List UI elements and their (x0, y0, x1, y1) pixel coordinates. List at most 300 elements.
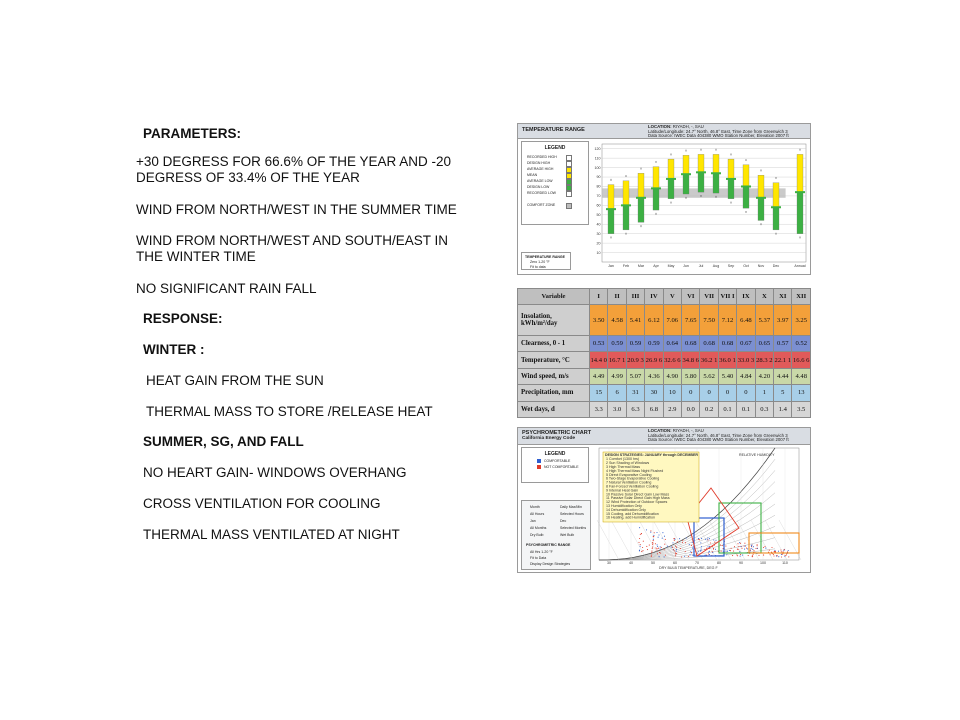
bar-low (668, 179, 674, 199)
x-tick-label: Jan (608, 264, 614, 268)
hour-point (675, 546, 676, 547)
hour-point (681, 556, 682, 557)
table-cell: 0.52 (792, 336, 811, 352)
bar-low (683, 174, 689, 194)
column-header-month: I (590, 289, 608, 305)
hour-point (722, 545, 723, 546)
hour-point (727, 551, 728, 552)
table-cell: 7.06 (663, 305, 681, 336)
table-cell: 5.40 (718, 368, 736, 384)
table-cell: 0.3 (755, 401, 773, 417)
hour-point (673, 549, 674, 550)
hour-point (752, 555, 753, 556)
table-cell: 1.4 (774, 401, 792, 417)
x-tick-label: Aug (712, 264, 720, 268)
hour-point (764, 546, 765, 547)
hour-point (697, 553, 698, 554)
table-cell: 3.5 (792, 401, 811, 417)
strategy-item: 16 Heating, add Humidification (606, 515, 655, 520)
hour-point (740, 556, 741, 557)
table-cell: 0.59 (645, 336, 663, 352)
text-line: RESPONSE: (143, 311, 223, 326)
figure-header (518, 124, 810, 139)
temperature-range-figure (517, 123, 811, 275)
hour-point (657, 553, 658, 554)
bar-high (713, 154, 719, 173)
row-label: Temperature, °C (518, 352, 590, 368)
table-cell: 34.8 6 (682, 352, 700, 368)
table-cell: 6 (608, 385, 626, 401)
hour-point (757, 548, 758, 549)
hour-point (653, 535, 654, 536)
text-line: WIND FROM NORTH/WEST IN THE SUMMER TIME (136, 202, 457, 217)
rh-label: RELATIVE HUMIDITY (739, 453, 775, 457)
table-cell: 33.0 3 (737, 352, 755, 368)
bar-low (797, 192, 803, 234)
column-header-month: V (663, 289, 681, 305)
hour-point (685, 542, 686, 543)
hour-point (658, 534, 659, 535)
legend-item: DESIGN HIGH (527, 161, 551, 165)
table-cell: 0.0 (682, 401, 700, 417)
hour-point (783, 551, 784, 552)
table-cell: 4.20 (755, 368, 773, 384)
hour-point (692, 542, 693, 543)
psychro-option[interactable]: All Months (530, 526, 547, 530)
psychro-legend-panel (521, 447, 589, 483)
hour-point (665, 555, 666, 556)
hour-point (643, 541, 644, 542)
psychro-option[interactable]: All Hours (530, 512, 545, 516)
hour-point (682, 542, 683, 543)
table-cell: 5.07 (626, 368, 644, 384)
hour-point (698, 538, 699, 539)
strategy-item: 5 Direct Evaporative Cooling (606, 472, 652, 477)
hour-point (714, 542, 715, 543)
bar-low (758, 198, 764, 221)
table-cell: 4.48 (792, 368, 811, 384)
hour-point (734, 546, 735, 547)
hour-point (641, 533, 642, 534)
hour-point (673, 538, 674, 539)
table-cell: 0.1 (718, 401, 736, 417)
table-row (518, 385, 811, 401)
table-row (518, 305, 811, 336)
y-tick-label: 70 (596, 194, 601, 199)
hour-point (739, 542, 740, 543)
hour-point (653, 540, 654, 541)
strategy-item: 4 High Thermal Mass Night Flushed (606, 468, 664, 473)
psychro-x-tick: 50 (651, 561, 655, 565)
x-tick-label: Sep (727, 264, 735, 268)
table-row (518, 336, 811, 352)
hour-point (763, 547, 764, 548)
strategy-item: 15 Cooling, add Dehumidification (606, 511, 659, 516)
options-panel (521, 252, 571, 270)
table-cell: 4.49 (590, 368, 608, 384)
legend-swatch (566, 191, 572, 197)
hour-point (771, 547, 772, 548)
hour-point (660, 546, 661, 547)
hour-point (708, 539, 709, 540)
table-cell: 0.68 (700, 336, 718, 352)
hour-point (646, 529, 647, 530)
psychro-option[interactable]: Selected Hours (560, 512, 584, 516)
hour-point (658, 548, 659, 549)
table-cell: 0 (718, 385, 736, 401)
psychro-x-tick: 110 (782, 561, 788, 565)
hour-point (773, 554, 774, 555)
bar-high (773, 183, 779, 208)
hour-point (686, 537, 687, 538)
mean-mark (741, 185, 751, 187)
hour-point (684, 556, 685, 557)
strategy-item: 3 High Thermal Mass (606, 465, 641, 469)
hour-point (713, 548, 714, 549)
mean-mark (795, 191, 805, 193)
hour-point (725, 551, 726, 552)
legend-panel (521, 141, 589, 225)
hour-point (698, 551, 699, 552)
text-line: DEGRESS OF 33.4% OF THE YEAR (136, 170, 360, 185)
hour-point (676, 553, 677, 554)
y-tick-label: 60 (596, 203, 601, 208)
y-tick-label: 20 (596, 241, 601, 246)
hour-point (737, 549, 738, 550)
hour-point (781, 554, 782, 555)
table-cell: 22.1 1 (774, 352, 792, 368)
hour-point (763, 554, 764, 555)
climate-table (517, 288, 811, 418)
psychro-display-option[interactable]: Display Design Strategies (530, 562, 571, 566)
hour-point (672, 547, 673, 548)
column-header-month: X (755, 289, 773, 305)
column-header-month: VI (682, 289, 700, 305)
option-fit[interactable]: Fit to data (530, 265, 546, 269)
hour-point (655, 543, 656, 544)
hour-point (664, 556, 665, 557)
table-cell: 14.4 0 (590, 352, 608, 368)
hour-point (753, 546, 754, 547)
mean-mark (771, 206, 781, 208)
hour-point (757, 545, 758, 546)
hour-point (744, 546, 745, 547)
text-line: THERMAL MASS TO STORE /RELEASE HEAT (146, 404, 433, 419)
bar-high (683, 155, 689, 174)
hour-point (715, 540, 716, 541)
bar-low (728, 179, 734, 199)
psychro-option[interactable]: Daily Max/Min (560, 505, 582, 509)
hour-point (765, 548, 766, 549)
hour-point (780, 549, 781, 550)
hour-point (659, 548, 660, 549)
hour-point (658, 537, 659, 538)
hour-point (650, 530, 651, 531)
hour-point (657, 544, 658, 545)
hour-point (653, 536, 654, 537)
psychro-option[interactable]: Dec (560, 519, 567, 523)
hour-point (753, 550, 754, 551)
hour-point (656, 532, 657, 533)
hour-point (787, 551, 788, 552)
hour-point (664, 536, 665, 537)
hour-point (778, 551, 779, 552)
bar-high (638, 173, 644, 198)
hour-point (720, 544, 721, 545)
table-cell: 6.12 (645, 305, 663, 336)
hour-point (737, 555, 738, 556)
psychro-option[interactable]: Selected Months (560, 526, 587, 530)
table-cell: 16.7 1 (608, 352, 626, 368)
bar-high (797, 154, 803, 192)
hour-point (661, 547, 662, 548)
psychro-location: RIYADH, -, SAU (672, 428, 704, 433)
strategy-item: 14 Dehumidification Only (606, 507, 646, 512)
figure-title: TEMPERATURE RANGE (522, 127, 585, 133)
legend-item: AVERAGE LOW (527, 179, 553, 183)
hour-point (737, 543, 738, 544)
hour-point (710, 542, 711, 543)
hour-point (725, 546, 726, 547)
hour-point (769, 550, 770, 551)
x-tick-label: Mar (637, 264, 645, 268)
table-cell: 15 (590, 385, 608, 401)
hour-point (638, 542, 639, 543)
hour-point (709, 538, 710, 539)
hour-point (778, 556, 779, 557)
hour-point (740, 543, 741, 544)
hour-point (707, 546, 708, 547)
hour-point (671, 547, 672, 548)
strategy-item: 8 Fan-Forced Ventilation Cooling (606, 484, 659, 489)
hour-point (640, 534, 641, 535)
table-row (518, 352, 811, 368)
hour-point (700, 550, 701, 551)
bar-low (638, 198, 644, 223)
psychro-legend-title: LEGEND (544, 451, 566, 457)
hour-point (680, 548, 681, 549)
hour-point (692, 555, 693, 556)
hour-point (662, 532, 663, 533)
x-tick-label: Jul (698, 264, 704, 268)
hour-point (731, 548, 732, 549)
psychro-display-option[interactable]: All Hrs 1-20 °F (530, 550, 553, 554)
hour-point (753, 554, 754, 555)
hour-point (699, 539, 700, 540)
table-cell: 3.3 (590, 401, 608, 417)
psychro-x-label: DRY BULB TEMPERATURE, DEG F (659, 566, 718, 570)
psychro-legend-item: NOT COMFORTABLE (544, 465, 579, 469)
table-cell: 31 (626, 385, 644, 401)
hour-point (708, 552, 709, 553)
hour-point (675, 555, 676, 556)
hour-point (747, 548, 748, 549)
table-cell: 0 (737, 385, 755, 401)
hour-point (688, 556, 689, 557)
psychro-x-tick: 80 (717, 561, 721, 565)
text-line: WIND FROM NORTH/WEST AND SOUTH/EAST IN (136, 233, 449, 248)
hour-point (651, 556, 652, 557)
psychro-title: PSYCHROMETRIC CHART (522, 430, 592, 436)
text-line: +30 DEGRESS FOR 66.6% OF THE YEAR AND -20 (136, 154, 451, 169)
table-cell: 0.67 (737, 336, 755, 352)
table-cell: 5.41 (626, 305, 644, 336)
legend-item: RECORDED HIGH (527, 155, 557, 159)
hour-point (639, 550, 640, 551)
table-cell: 5 (774, 385, 792, 401)
hour-point (733, 551, 734, 552)
data-source: Data Source: IWEC Data 404380 WMO Station Number, Elevation 2007 ft (648, 133, 789, 139)
hour-point (656, 550, 657, 551)
psychrometric-figure (517, 427, 811, 573)
mean-mark (711, 172, 721, 174)
psychro-legend-swatch (537, 465, 541, 469)
strategy-item: 6 Two-Stage Evaporative Cooling (606, 476, 660, 481)
legend-item: MEAN (527, 173, 538, 177)
strategy-item: 9 Internal Heat Gain (606, 488, 639, 493)
psychro-option[interactable]: Jan (530, 519, 536, 523)
hour-point (649, 545, 650, 546)
hour-point (755, 548, 756, 549)
hour-point (706, 548, 707, 549)
mean-mark (621, 204, 631, 206)
text-line: NO SIGNIFICANT RAIN FALL (136, 281, 317, 296)
hour-point (659, 556, 660, 557)
legend-title: LEGEND (544, 145, 566, 151)
hour-point (655, 547, 656, 548)
column-header-month: III (626, 289, 644, 305)
hour-point (757, 544, 758, 545)
table-header-row (518, 289, 811, 305)
table-cell: 5.37 (755, 305, 773, 336)
bar-high (653, 167, 659, 189)
table-cell: 4.36 (645, 368, 663, 384)
hour-point (736, 554, 737, 555)
hour-point (647, 549, 648, 550)
strategy-title: DESIGN STRATEGIES: JANUARY through DECEMBER (605, 453, 698, 457)
hour-point (660, 553, 661, 554)
legend-item: COMFORT ZONE (527, 203, 556, 207)
psychro-display-option[interactable]: Fit to Data (530, 556, 547, 560)
psychro-x-tick: 100 (760, 561, 766, 565)
bar-low (773, 207, 779, 230)
mean-mark (681, 173, 691, 175)
hour-point (675, 552, 676, 553)
hour-point (715, 549, 716, 550)
table-cell: 0.68 (682, 336, 700, 352)
hour-point (641, 551, 642, 552)
hour-point (744, 549, 745, 550)
strategy-item: 7 Natural Ventilation Cooling (606, 480, 652, 485)
table-cell: 3.25 (792, 305, 811, 336)
psychro-location-label: LOCATION: (648, 428, 672, 433)
row-label: Clearness, 0 - 1 (518, 336, 590, 352)
hour-point (732, 555, 733, 556)
hour-point (674, 539, 675, 540)
hour-point (713, 539, 714, 540)
strategy-item: 1 Comfort (1300 hrs) (606, 457, 640, 462)
table-cell: 0.59 (626, 336, 644, 352)
y-tick-label: 40 (596, 222, 601, 227)
hour-point (650, 532, 651, 533)
bar-low (653, 188, 659, 210)
psychro-option[interactable]: Month (530, 505, 540, 509)
hour-point (751, 545, 752, 546)
table-cell: 20.9 3 (626, 352, 644, 368)
hour-point (652, 547, 653, 548)
psychrometric-chart (595, 446, 810, 572)
psychro-option[interactable]: Dry Bulb (530, 533, 544, 537)
hour-point (701, 546, 702, 547)
hour-point (657, 546, 658, 547)
hour-point (654, 532, 655, 533)
hour-point (721, 551, 722, 552)
hour-point (642, 547, 643, 548)
legend-item: DESIGN LOW (527, 185, 550, 189)
hour-point (739, 551, 740, 552)
column-header-month: VII I (718, 289, 736, 305)
hour-point (665, 539, 666, 540)
table-cell: 36.0 1 (718, 352, 736, 368)
text-line: WINTER : (143, 342, 205, 357)
hour-point (708, 553, 709, 554)
bar-high (728, 159, 734, 179)
bar-low (713, 173, 719, 193)
table-row (518, 368, 811, 384)
table-cell: 0.65 (755, 336, 773, 352)
bar-high (668, 159, 674, 179)
psychro-option[interactable]: Wet Bulb (560, 533, 575, 537)
text-line: CROSS VENTILATION FOR COOLING (143, 496, 381, 511)
x-tick-label: Annual (794, 264, 806, 268)
hour-point (642, 550, 643, 551)
hour-point (740, 554, 741, 555)
hour-point (773, 555, 774, 556)
text-line: PARAMETERS: (143, 126, 242, 141)
mean-mark (636, 197, 646, 199)
hour-point (788, 556, 789, 557)
table-cell: 7.50 (700, 305, 718, 336)
hour-point (750, 549, 751, 550)
hour-point (751, 548, 752, 549)
table-cell: 7.12 (718, 305, 736, 336)
hour-point (781, 551, 782, 552)
bar-low (698, 172, 704, 192)
mean-mark (651, 187, 661, 189)
row-label: Insolation, kWh/m²/day (518, 305, 590, 336)
hour-point (652, 548, 653, 549)
psychro-x-tick: 40 (629, 561, 633, 565)
hour-point (651, 552, 652, 553)
x-tick-label: May (667, 264, 675, 268)
hour-point (692, 548, 693, 549)
hour-point (676, 547, 677, 548)
bar-high (743, 165, 749, 187)
hour-point (679, 538, 680, 539)
hour-point (664, 544, 665, 545)
mean-mark (606, 208, 616, 210)
table-cell: 7.65 (682, 305, 700, 336)
table-cell: 3.50 (590, 305, 608, 336)
table-cell: 5.80 (682, 368, 700, 384)
option-zero[interactable]: Zero 1-20 °F (530, 260, 550, 264)
table-cell: 26.9 6 (645, 352, 663, 368)
hour-point (690, 551, 691, 552)
hour-point (691, 552, 692, 553)
table-cell: 1 (755, 385, 773, 401)
hour-point (672, 542, 673, 543)
hour-point (639, 538, 640, 539)
